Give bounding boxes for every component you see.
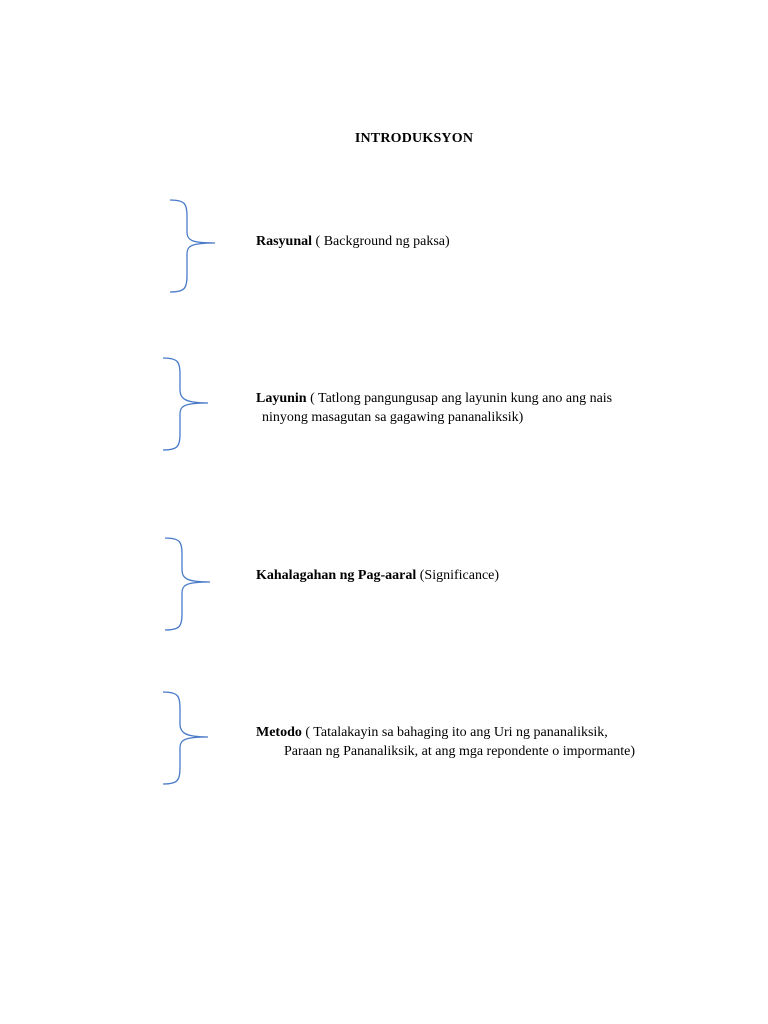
brace-path xyxy=(170,200,215,292)
right-brace-icon xyxy=(165,196,221,296)
right-brace-icon xyxy=(158,354,214,454)
section-metodo xyxy=(256,723,635,761)
page-title: INTRODUKSYON xyxy=(354,131,474,146)
brace-path xyxy=(163,692,208,784)
right-brace-icon xyxy=(160,534,216,634)
section-term: Kahalagahan ng Pag-aaral xyxy=(256,568,417,583)
section-kahalagahan xyxy=(256,566,499,585)
section-description-continued: Paraan ng Pananaliksik, at ang mga repondente o impormante) xyxy=(284,744,636,759)
section-description: ( Background ng paksa) xyxy=(312,234,450,249)
section-description: ( Tatalakayin sa bahaging ito ang Uri ng pananaliksik, xyxy=(301,725,608,740)
brace-path xyxy=(165,538,210,630)
section-description-continued: ninyong masagutan sa gagawing pananaliksik) xyxy=(262,410,524,425)
section-description: ( Tatlong pangungusap ang layunin kung ano ang nais xyxy=(306,391,613,406)
right-brace-icon xyxy=(158,688,214,788)
section-term: Metodo xyxy=(256,725,302,740)
section-layunin xyxy=(256,389,612,427)
section-term: Layunin xyxy=(256,391,307,406)
section-description: (Significance) xyxy=(416,568,500,583)
section-rasyunal xyxy=(256,232,450,251)
brace-path xyxy=(163,358,208,450)
section-term: Rasyunal xyxy=(256,234,313,249)
